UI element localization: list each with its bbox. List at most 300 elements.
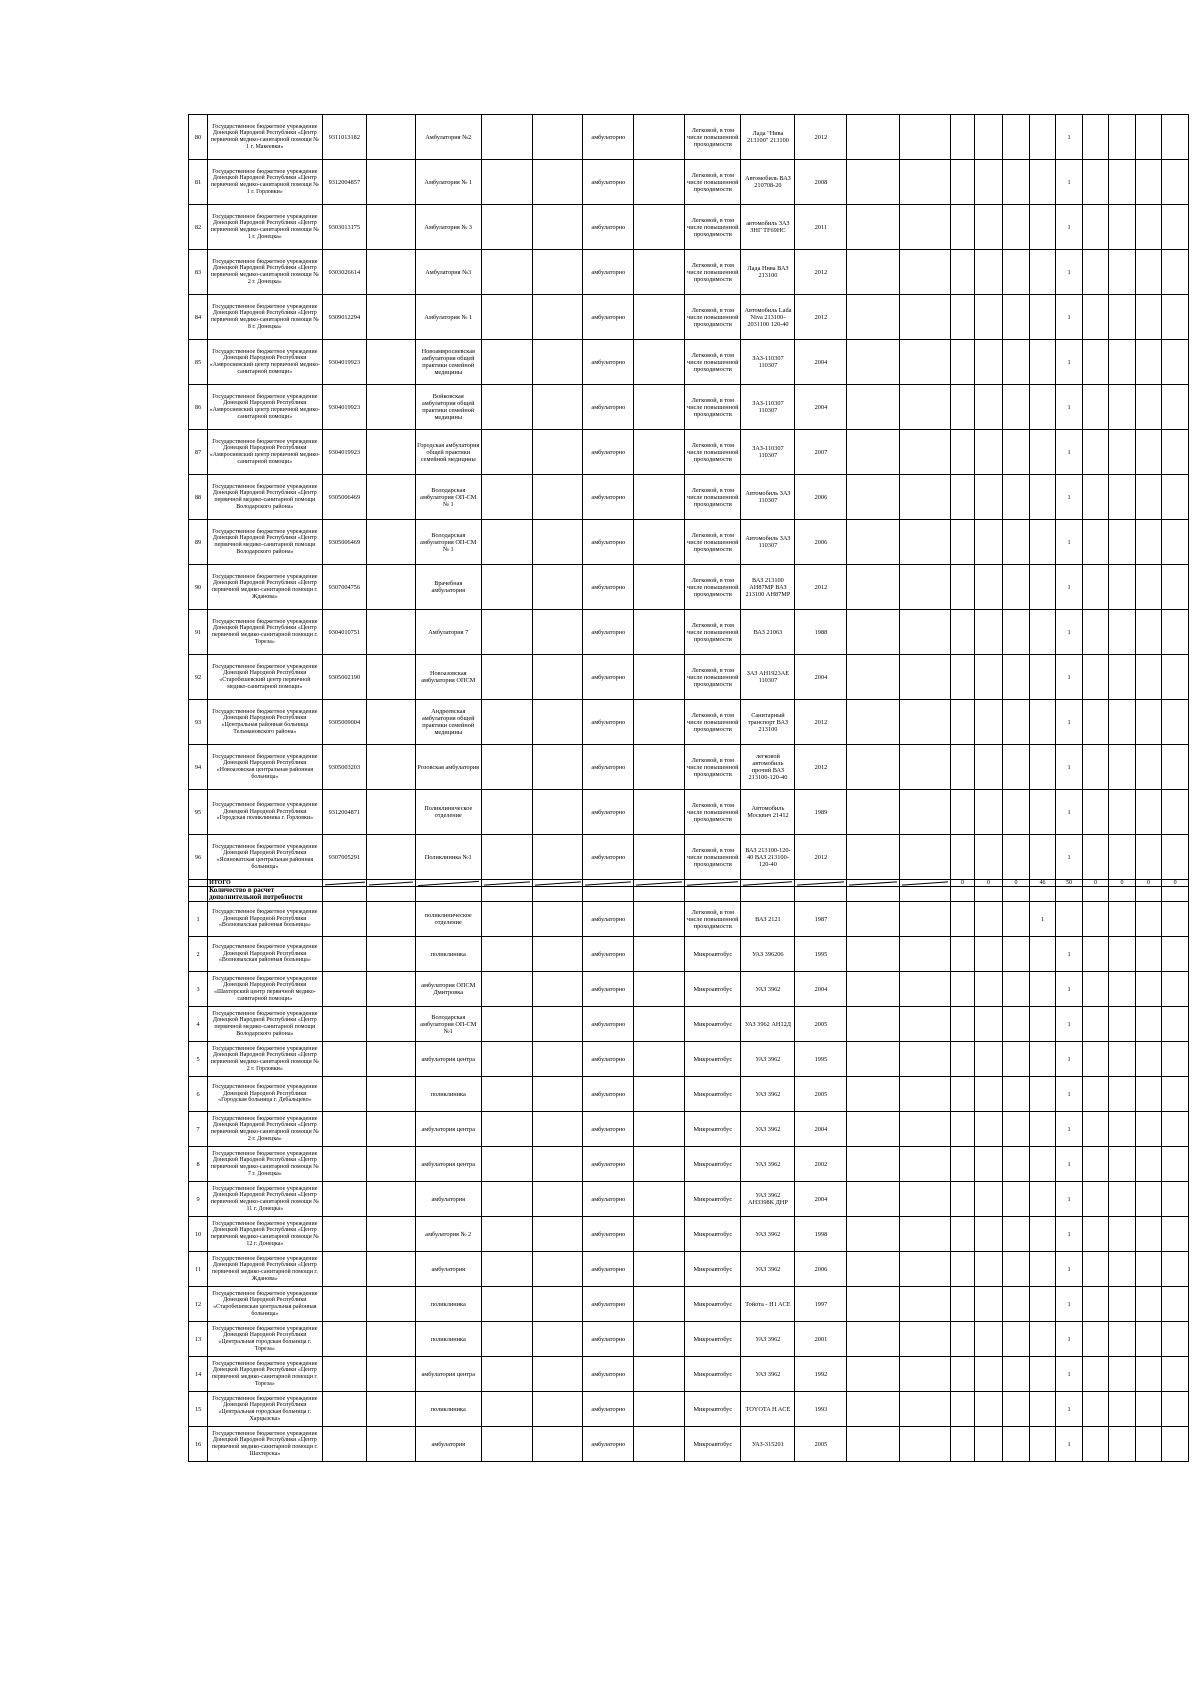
cell-empty bbox=[481, 745, 532, 790]
cell-count: 1 bbox=[1056, 790, 1083, 835]
total-value: 0 bbox=[1082, 880, 1109, 887]
cell-empty bbox=[532, 1357, 583, 1392]
cell-empty bbox=[367, 1217, 416, 1252]
cell-number: 10 bbox=[189, 1217, 208, 1252]
cell-empty bbox=[1109, 385, 1136, 430]
cell-empty bbox=[1135, 902, 1162, 937]
cell-subdivision: Амбулатория № 3 bbox=[415, 205, 481, 250]
cell-subdivision: Поликлиника №1 bbox=[415, 835, 481, 880]
total-value: 0 bbox=[1109, 880, 1136, 887]
cell-vehicle-type: Легковой, в том числе повышенной проходимости bbox=[685, 655, 741, 700]
cell-empty bbox=[974, 250, 1003, 295]
cell-count: 1 bbox=[1056, 1182, 1083, 1217]
cell-empty bbox=[951, 1287, 974, 1322]
cell-inn: 9309012294 bbox=[322, 295, 367, 340]
cell-empty bbox=[1109, 700, 1136, 745]
cell-empty bbox=[634, 835, 685, 880]
cell-empty bbox=[847, 565, 900, 610]
cell-count: 1 bbox=[1056, 1392, 1083, 1427]
cell-empty bbox=[951, 700, 974, 745]
cell-subdivision: Амбулатория № 1 bbox=[415, 160, 481, 205]
cell-empty bbox=[951, 520, 974, 565]
cell-empty bbox=[1003, 790, 1030, 835]
cell-empty bbox=[847, 1322, 900, 1357]
cell-care-mode: амбулаторно bbox=[583, 205, 634, 250]
cell-empty bbox=[974, 1007, 1003, 1042]
cell-empty bbox=[1082, 340, 1109, 385]
cell-empty bbox=[900, 1042, 951, 1077]
cell-empty bbox=[481, 430, 532, 475]
cell-empty bbox=[634, 1217, 685, 1252]
cell-empty bbox=[847, 700, 900, 745]
cell-empty bbox=[974, 430, 1003, 475]
total-value: 46 bbox=[1029, 880, 1056, 887]
cell-empty bbox=[532, 1287, 583, 1322]
cell-number: 15 bbox=[189, 1392, 208, 1427]
cell-vehicle-model: УАЗ 3962 bbox=[741, 1042, 795, 1077]
cell-empty bbox=[1003, 610, 1030, 655]
cell-care-mode: амбулаторно bbox=[583, 1392, 634, 1427]
cell-count: 1 bbox=[1056, 385, 1083, 430]
cell-vehicle-type: Микроавтобус bbox=[685, 1112, 741, 1147]
cell-inn: 9305003203 bbox=[322, 745, 367, 790]
cell-year: 2012 bbox=[795, 835, 847, 880]
cell-empty bbox=[1162, 1427, 1189, 1462]
cell-organization: Государственное бюджетное учреждение Донецкой Народной Республики «Центр первичной медико-санитарной помощи № 1 г. Горловки» bbox=[208, 160, 323, 205]
cell-empty bbox=[1003, 937, 1030, 972]
cell-vehicle-model: ВАЗ 213100 АН87МР ВАЗ 213100 АН87МР bbox=[741, 565, 795, 610]
table-row bbox=[189, 902, 1189, 937]
cell-organization: Государственное бюджетное учреждение Донецкой Народной Республики «Ясиноватская центральная районная больница» bbox=[208, 835, 323, 880]
section-label: Количество в расчет дополнительной потребности bbox=[208, 887, 323, 902]
cell-count: 1 bbox=[1056, 565, 1083, 610]
cell-organization: Государственное бюджетное учреждение Донецкой Народной Республики «Центральная городская больница г. Тореза» bbox=[208, 1322, 323, 1357]
cell-vehicle-model: автомобиль ЗАЗ ЗНГ TF69HC bbox=[741, 205, 795, 250]
cell-empty bbox=[634, 160, 685, 205]
cell-empty bbox=[847, 1427, 900, 1462]
cell-dash bbox=[634, 880, 685, 887]
cell-empty bbox=[1109, 1427, 1136, 1462]
table-row bbox=[189, 655, 1189, 700]
cell-subdivision: Войковская амбулатория общей практики семейной медицины bbox=[415, 385, 481, 430]
cell-year: 1993 bbox=[795, 1392, 847, 1427]
cell-vehicle-model: Лада Нива ВАЗ 213100 bbox=[741, 250, 795, 295]
table-row bbox=[189, 115, 1189, 160]
cell-empty bbox=[532, 160, 583, 205]
cell-empty bbox=[481, 655, 532, 700]
cell-vehicle-model: УАЗ 3962 bbox=[741, 1077, 795, 1112]
cell-count: 1 bbox=[1056, 1147, 1083, 1182]
cell-empty bbox=[1003, 887, 1030, 902]
cell-number: 83 bbox=[189, 250, 208, 295]
cell-empty bbox=[951, 1217, 974, 1252]
table-row bbox=[189, 1252, 1189, 1287]
cell-empty bbox=[532, 1042, 583, 1077]
cell-empty bbox=[367, 1287, 416, 1322]
cell-empty bbox=[974, 205, 1003, 250]
cell-empty bbox=[481, 937, 532, 972]
cell-empty bbox=[532, 745, 583, 790]
cell-year: 1988 bbox=[795, 610, 847, 655]
cell-empty bbox=[1162, 115, 1189, 160]
cell-empty bbox=[1082, 115, 1109, 160]
cell-subdivision: поликлиническое отделение bbox=[415, 902, 481, 937]
cell-empty bbox=[847, 1252, 900, 1287]
cell-empty bbox=[974, 340, 1003, 385]
cell-empty bbox=[951, 1077, 974, 1112]
cell-count: 1 bbox=[1056, 1357, 1083, 1392]
cell-count: 1 bbox=[1056, 430, 1083, 475]
cell-empty bbox=[367, 295, 416, 340]
cell-empty bbox=[951, 887, 974, 902]
cell-empty bbox=[532, 1217, 583, 1252]
cell-vehicle-model: Автомобиль ЗАЗ 110307 bbox=[741, 520, 795, 565]
cell-year: 2005 bbox=[795, 1007, 847, 1042]
cell-vehicle-type: Микроавтобус bbox=[685, 1217, 741, 1252]
cell-empty bbox=[1003, 1427, 1030, 1462]
table-row bbox=[189, 1427, 1189, 1462]
total-value: 0 bbox=[974, 880, 1003, 887]
cell-empty bbox=[974, 1252, 1003, 1287]
cell-empty bbox=[1109, 1252, 1136, 1287]
cell-empty bbox=[367, 1322, 416, 1357]
cell-empty bbox=[900, 1287, 951, 1322]
cell-empty bbox=[367, 655, 416, 700]
cell-care-mode: амбулаторно bbox=[583, 295, 634, 340]
cell-vehicle-model: TOYOTA H ACE bbox=[741, 1392, 795, 1427]
cell-inn: 9303013175 bbox=[322, 205, 367, 250]
cell-empty bbox=[481, 1042, 532, 1077]
cell-empty bbox=[634, 1042, 685, 1077]
cell-year: 2005 bbox=[795, 1427, 847, 1462]
cell-empty bbox=[847, 340, 900, 385]
cell-empty bbox=[847, 160, 900, 205]
cell-empty bbox=[1082, 835, 1109, 880]
table-row bbox=[189, 1217, 1189, 1252]
cell-inn bbox=[322, 1287, 367, 1322]
cell-subdivision: амбулатория bbox=[415, 1252, 481, 1287]
cell-empty bbox=[1109, 835, 1136, 880]
cell-empty bbox=[1109, 937, 1136, 972]
cell-empty bbox=[974, 1392, 1003, 1427]
cell-empty bbox=[367, 1392, 416, 1427]
cell-empty bbox=[1082, 1182, 1109, 1217]
cell-empty bbox=[1003, 1322, 1030, 1357]
cell-empty bbox=[1082, 1147, 1109, 1182]
cell-empty bbox=[900, 610, 951, 655]
cell-empty bbox=[532, 835, 583, 880]
cell-vehicle-model: ВАЗ 21063 bbox=[741, 610, 795, 655]
cell-organization: Государственное бюджетное учреждение Донецкой Народной Республики «Центр первичной медико-санитарной помощи № 7 г. Донецка» bbox=[208, 1147, 323, 1182]
cell-empty bbox=[1029, 1357, 1056, 1392]
cell-vehicle-model: УАЗ-315201 bbox=[741, 1427, 795, 1462]
cell-year: 2006 bbox=[795, 1252, 847, 1287]
cell-empty bbox=[1162, 1357, 1189, 1392]
cell-vehicle-type: Микроавтобус bbox=[685, 1392, 741, 1427]
cell-empty bbox=[1003, 1392, 1030, 1427]
cell-empty bbox=[1109, 655, 1136, 700]
cell-year: 2006 bbox=[795, 520, 847, 565]
total-value: 0 bbox=[1003, 880, 1030, 887]
cell-empty bbox=[1082, 430, 1109, 475]
cell-empty bbox=[900, 1427, 951, 1462]
cell-empty bbox=[847, 1287, 900, 1322]
cell-empty bbox=[1135, 1077, 1162, 1112]
cell-empty bbox=[532, 205, 583, 250]
cell-vehicle-model: ЗАЗ-110307 110307 bbox=[741, 385, 795, 430]
cell-empty bbox=[1082, 1077, 1109, 1112]
cell-empty bbox=[1082, 250, 1109, 295]
cell-empty bbox=[1003, 700, 1030, 745]
cell-vehicle-type: Легковой, в том числе повышенной проходимости bbox=[685, 700, 741, 745]
cell-care-mode: амбулаторно bbox=[583, 1287, 634, 1322]
cell-inn: 9307005291 bbox=[322, 835, 367, 880]
cell-inn: 9305006469 bbox=[322, 475, 367, 520]
cell-empty bbox=[974, 1217, 1003, 1252]
cell-empty bbox=[1029, 937, 1056, 972]
cell-empty bbox=[1082, 520, 1109, 565]
cell-empty bbox=[900, 340, 951, 385]
cell-care-mode: амбулаторно bbox=[583, 937, 634, 972]
cell-empty bbox=[1003, 1147, 1030, 1182]
cell-vehicle-model: УАЗ 396206 bbox=[741, 937, 795, 972]
cell-empty bbox=[367, 835, 416, 880]
cell-empty bbox=[1162, 1077, 1189, 1112]
cell-empty bbox=[1135, 972, 1162, 1007]
cell-empty bbox=[1003, 160, 1030, 205]
cell-empty bbox=[481, 887, 532, 902]
cell-empty bbox=[481, 700, 532, 745]
cell-empty bbox=[1003, 1287, 1030, 1322]
cell-empty bbox=[1162, 340, 1189, 385]
cell-vehicle-type: Легковой, в том числе повышенной проходимости bbox=[685, 295, 741, 340]
cell-empty bbox=[634, 115, 685, 160]
cell-empty bbox=[974, 745, 1003, 790]
cell-empty bbox=[1056, 902, 1083, 937]
cell-empty bbox=[847, 385, 900, 430]
cell-empty bbox=[634, 565, 685, 610]
cell-vehicle-type: Микроавтобус bbox=[685, 1147, 741, 1182]
cell-empty bbox=[951, 1252, 974, 1287]
cell-empty bbox=[1135, 565, 1162, 610]
cell-empty bbox=[1135, 1182, 1162, 1217]
cell-count: 1 bbox=[1056, 475, 1083, 520]
cell-empty bbox=[951, 655, 974, 700]
cell-empty bbox=[367, 745, 416, 790]
cell-empty bbox=[974, 115, 1003, 160]
cell-number: 5 bbox=[189, 1042, 208, 1077]
cell-empty bbox=[1003, 1357, 1030, 1392]
cell-count: 1 bbox=[1056, 1287, 1083, 1322]
cell-empty bbox=[951, 1042, 974, 1077]
cell-empty bbox=[481, 385, 532, 430]
cell-empty bbox=[1003, 745, 1030, 790]
cell-empty bbox=[1135, 250, 1162, 295]
cell-empty bbox=[1082, 655, 1109, 700]
cell-empty bbox=[532, 1427, 583, 1462]
cell-subdivision: поликлиника bbox=[415, 1077, 481, 1112]
cell-empty bbox=[415, 887, 481, 902]
table-row bbox=[189, 937, 1189, 972]
cell-empty bbox=[532, 295, 583, 340]
cell-empty bbox=[532, 1112, 583, 1147]
cell-empty bbox=[974, 1322, 1003, 1357]
cell-empty bbox=[847, 887, 900, 902]
cell-vehicle-type: Микроавтобус bbox=[685, 972, 741, 1007]
cell-empty bbox=[847, 835, 900, 880]
cell-year: 1995 bbox=[795, 937, 847, 972]
cell-empty bbox=[1135, 1392, 1162, 1427]
cell-year: 1992 bbox=[795, 1357, 847, 1392]
cell-count: 1 bbox=[1056, 340, 1083, 385]
cell-empty bbox=[900, 1147, 951, 1182]
cell-empty bbox=[847, 655, 900, 700]
cell-empty bbox=[900, 430, 951, 475]
cell-empty bbox=[532, 1077, 583, 1112]
cell-empty bbox=[900, 790, 951, 835]
cell-care-mode: амбулаторно bbox=[583, 1182, 634, 1217]
cell-organization: Государственное бюджетное учреждение Донецкой Народной Республики «Городская поликлиника г. Горловки» bbox=[208, 790, 323, 835]
cell-empty bbox=[1162, 655, 1189, 700]
cell-empty bbox=[634, 1322, 685, 1357]
cell-empty bbox=[481, 902, 532, 937]
cell-subdivision: амбулатория центра bbox=[415, 1357, 481, 1392]
cell-empty bbox=[1029, 1077, 1056, 1112]
cell-empty bbox=[795, 887, 847, 902]
cell-empty bbox=[634, 1007, 685, 1042]
cell-empty bbox=[532, 250, 583, 295]
cell-empty bbox=[1029, 520, 1056, 565]
cell-vehicle-type: Микроавтобус bbox=[685, 1042, 741, 1077]
cell-vehicle-model: ЗАЗ-110307 110307 bbox=[741, 340, 795, 385]
cell-year: 2012 bbox=[795, 700, 847, 745]
cell-subdivision: амбулатория центра bbox=[415, 1112, 481, 1147]
cell-empty bbox=[1003, 972, 1030, 1007]
cell-empty bbox=[1135, 1322, 1162, 1357]
cell-empty bbox=[1029, 1147, 1056, 1182]
cell-empty bbox=[1003, 1007, 1030, 1042]
cell-empty bbox=[900, 1077, 951, 1112]
cell-empty bbox=[1109, 745, 1136, 790]
cell-empty bbox=[634, 1392, 685, 1427]
cell-subdivision: Амбулатория 7 bbox=[415, 610, 481, 655]
cell-dash bbox=[583, 880, 634, 887]
cell-organization: Государственное бюджетное учреждение Донецкой Народной Республики «Амвросиевский центр первичной медико-санитарной помощи» bbox=[208, 430, 323, 475]
cell-number: 11 bbox=[189, 1252, 208, 1287]
cell-empty bbox=[1162, 887, 1189, 902]
cell-empty bbox=[532, 887, 583, 902]
cell-empty bbox=[951, 1427, 974, 1462]
cell-empty bbox=[847, 1392, 900, 1427]
cell-empty bbox=[367, 340, 416, 385]
cell-empty bbox=[974, 887, 1003, 902]
cell-vehicle-type: Легковой, в том числе повышенной проходимости bbox=[685, 475, 741, 520]
table-row bbox=[189, 1077, 1189, 1112]
cell-empty bbox=[532, 610, 583, 655]
cell-empty bbox=[1003, 295, 1030, 340]
cell-number: 86 bbox=[189, 385, 208, 430]
cell-empty bbox=[1135, 887, 1162, 902]
cell-empty bbox=[847, 1357, 900, 1392]
cell-empty bbox=[322, 887, 367, 902]
cell-empty bbox=[1135, 655, 1162, 700]
cell-empty bbox=[1135, 1427, 1162, 1462]
cell-empty bbox=[847, 1217, 900, 1252]
cell-empty bbox=[1162, 1392, 1189, 1427]
cell-empty bbox=[1162, 160, 1189, 205]
cell-empty bbox=[1162, 1007, 1189, 1042]
cell-empty bbox=[634, 430, 685, 475]
cell-empty bbox=[974, 565, 1003, 610]
cell-empty bbox=[1109, 115, 1136, 160]
cell-empty bbox=[1029, 745, 1056, 790]
cell-inn: 9305006469 bbox=[322, 520, 367, 565]
cell-empty bbox=[1162, 1217, 1189, 1252]
cell-empty bbox=[951, 902, 974, 937]
cell-year: 2004 bbox=[795, 1182, 847, 1217]
cell-vehicle-type: Микроавтобус bbox=[685, 1427, 741, 1462]
cell-empty bbox=[847, 115, 900, 160]
cell-vehicle-type: Легковой, в том числе повышенной проходимости bbox=[685, 385, 741, 430]
cell-empty bbox=[900, 1112, 951, 1147]
cell-empty bbox=[481, 340, 532, 385]
cell-vehicle-type: Микроавтобус bbox=[685, 937, 741, 972]
cell-empty bbox=[367, 115, 416, 160]
cell-organization: Государственное бюджетное учреждение Донецкой Народной Республики «Волновахская районная больница» bbox=[208, 937, 323, 972]
cell-empty bbox=[1162, 610, 1189, 655]
cell-empty bbox=[900, 1182, 951, 1217]
cell-empty bbox=[951, 205, 974, 250]
cell-vehicle-model: легковой автомобиль прочий ВАЗ 213100-120-40 bbox=[741, 745, 795, 790]
cell-number: 93 bbox=[189, 700, 208, 745]
cell-empty bbox=[951, 475, 974, 520]
cell-empty bbox=[1082, 790, 1109, 835]
cell-empty bbox=[1003, 385, 1030, 430]
cell-empty bbox=[1162, 385, 1189, 430]
cell-empty bbox=[974, 610, 1003, 655]
cell-year: 2012 bbox=[795, 250, 847, 295]
cell-vehicle-model: Автомобиль ЗАЗ 110307 bbox=[741, 475, 795, 520]
cell-vehicle-model: УАЗ 3962 АН12Д bbox=[741, 1007, 795, 1042]
cell-empty bbox=[367, 565, 416, 610]
cell-subdivision: амбулатория центра bbox=[415, 1042, 481, 1077]
cell-empty bbox=[1029, 1392, 1056, 1427]
cell-subdivision: Амбулатория № 1 bbox=[415, 295, 481, 340]
cell-inn bbox=[322, 1182, 367, 1217]
cell-year: 2004 bbox=[795, 340, 847, 385]
cell-vehicle-type: Микроавтобус bbox=[685, 1287, 741, 1322]
cell-empty bbox=[900, 1007, 951, 1042]
cell-inn: 9304010751 bbox=[322, 610, 367, 655]
table-row bbox=[189, 1392, 1189, 1427]
cell-subdivision: амбулатория ОПСМ Дмитровка bbox=[415, 972, 481, 1007]
cell-empty bbox=[1162, 250, 1189, 295]
cell-empty bbox=[367, 205, 416, 250]
cell-empty bbox=[951, 295, 974, 340]
cell-empty bbox=[481, 1392, 532, 1427]
cell-empty bbox=[900, 385, 951, 430]
cell-count: 1 bbox=[1029, 902, 1056, 937]
cell-empty bbox=[1029, 385, 1056, 430]
cell-inn bbox=[322, 937, 367, 972]
cell-vehicle-model: УАЗ 3962 bbox=[741, 1322, 795, 1357]
cell-empty bbox=[1082, 610, 1109, 655]
cell-empty bbox=[974, 1427, 1003, 1462]
cell-organization: Государственное бюджетное учреждение Донецкой Народной Республики «Центр первичной медико-санитарной помощи № 12 г. Донецка» bbox=[208, 1217, 323, 1252]
cell-vehicle-model: Автомобиль ВАЗ 210708-20 bbox=[741, 160, 795, 205]
cell-vehicle-model: Тойота - H1 ACE bbox=[741, 1287, 795, 1322]
cell-empty bbox=[1162, 565, 1189, 610]
